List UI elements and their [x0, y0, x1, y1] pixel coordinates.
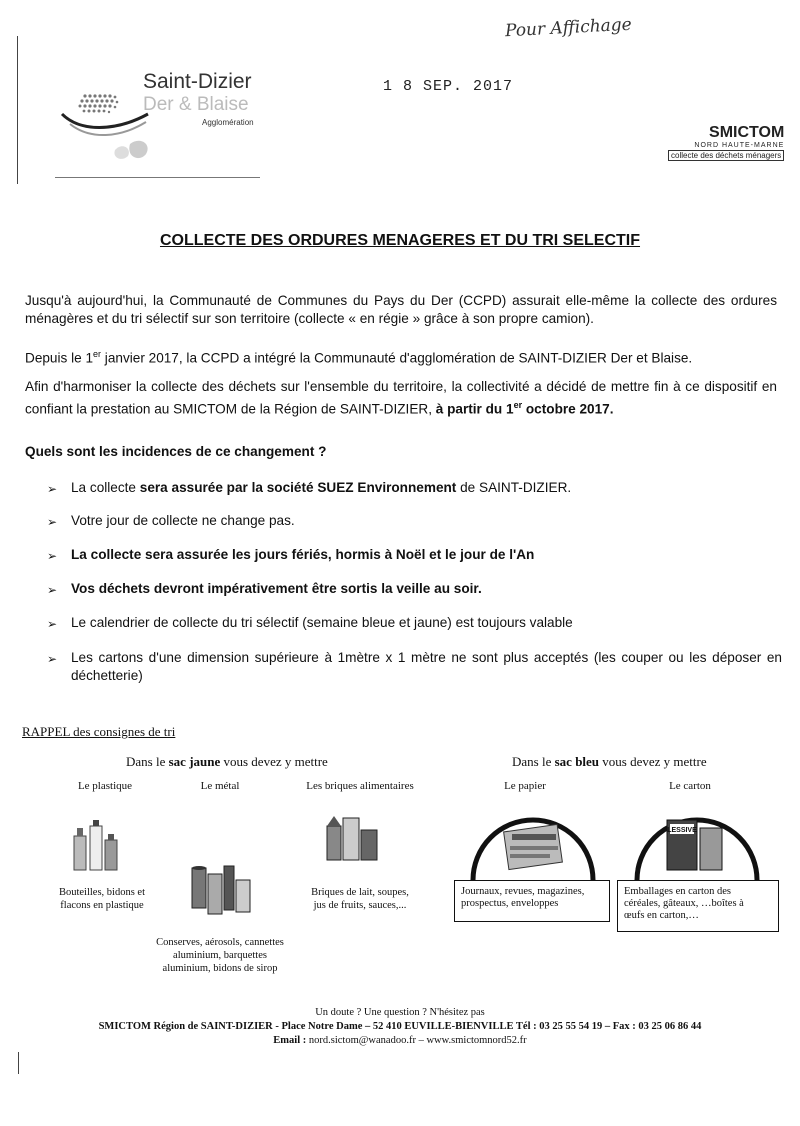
saint-dizier-logo	[55, 62, 260, 178]
carton-label: Le carton	[669, 780, 711, 792]
margin-line	[17, 36, 18, 184]
lessive-box-text: LESSIVE	[667, 827, 697, 834]
margin-line	[18, 1052, 19, 1074]
list-item: ➢ Votre jour de collecte ne change pas.	[47, 513, 295, 529]
metal-description: Conserves, aérosols, cannettes aluminium, barquettes aluminium, bidons de sirop	[156, 937, 284, 974]
footer-contact: Email : nord.sictom@wanadoo.fr – www.smictomnord52.fr	[273, 1035, 527, 1046]
logo-title: Saint-Dizier	[143, 70, 252, 93]
sac-jaune-heading: Dans le sac jaune vous devez y mettre	[126, 754, 328, 769]
paragraph-harmonisation: Afin d'harmoniser la collecte des déchets sur l'ensemble du territoire, la collectivité a décidé de mettre fin à ce dispositif en confiant la prestation au SMICTOM de la Région de SAINT-DIZIER, à partir du 1er octobre 2017.	[25, 379, 777, 417]
arrow-bullet-icon: ➢	[47, 549, 58, 563]
carton-description: Emballages en carton des céréales, gâteaux, …boîtes à œufs en carton,…	[617, 880, 779, 932]
plastique-label: Le plastique	[77, 780, 133, 792]
list-item: ➢ La collecte sera assurée par la société SUEZ Environnement de SAINT-DIZIER.	[47, 480, 572, 496]
footer-address: SMICTOM Région de SAINT-DIZIER - Place Notre Dame – 52 410 EUVILLE-BIENVILLE Tél : 03 25 55 54 19 – Fax : 03 25 06 86 44	[98, 1021, 702, 1032]
smictom-name: SMICTOM	[709, 124, 785, 141]
arrow-bullet-icon: ➢	[47, 515, 58, 529]
email-link[interactable]: nord.sictom@wanadoo.fr	[308, 1035, 416, 1046]
arrow-bullet-icon: ➢	[47, 617, 58, 631]
date-stamp: 1 8 SEP. 2017	[383, 78, 514, 95]
briques-label: Les briques alimentaires	[306, 780, 414, 792]
smictom-region: NORD HAUTE-MARNE	[694, 142, 785, 149]
logo-subtitle: Der & Blaise	[143, 94, 249, 115]
paragraph-ccpd: Depuis le 1er janvier 2017, la CCPD a intégré la Communauté d'agglomération de SAINT-DIZIER Der et Blaise.	[25, 349, 693, 366]
intro-paragraph: Jusqu'à aujourd'hui, la Communauté de Communes du Pays du Der (CCPD) assurait elle-même la collecte des ordures ménagères et du tri sélectif sur son territoire (collecte « en régie » grâce à son propre camion).	[25, 293, 777, 326]
page-title: COLLECTE DES ORDURES MENAGERES ET DU TRI SELECTIF	[159, 232, 641, 249]
handwritten-note: Pour Affichage	[504, 14, 633, 42]
sac-bleu-heading: Dans le sac bleu vous devez y mettre	[512, 754, 707, 769]
question-heading: Quels sont les incidences de ce changement ?	[25, 444, 327, 459]
papier-label: Le papier	[504, 780, 546, 792]
milk-cartons-icon	[325, 812, 381, 864]
list-item: ➢ Le calendrier de collecte du tri sélectif (semaine bleue et jaune) est toujours valable	[47, 615, 573, 631]
logo-tagline: Agglomération	[202, 118, 254, 127]
footer-help: Un doute ? Une question ? N'hésitez pas	[315, 1007, 485, 1018]
smictom-tagline: collecte des déchets ménagers	[668, 150, 784, 161]
rappel-heading: RAPPEL des consignes de tri	[22, 724, 176, 739]
list-item: ➢ Vos déchets devront impérativement être sortis la veille au soir.	[47, 581, 482, 597]
metal-label: Le métal	[200, 780, 240, 792]
list-item: ➢ La collecte sera assurée les jours fériés, hormis à Noël et le jour de l'An	[47, 547, 535, 563]
papier-description: Journaux, revues, magazines, prospectus, enveloppes	[454, 880, 610, 922]
plastic-bottles-icon	[70, 818, 120, 874]
plastique-description: Bouteilles, bidons et flacons en plastique	[58, 887, 146, 911]
smictom-logo	[668, 124, 784, 161]
list-item: ➢ Les cartons d'une dimension supérieure à 1mètre x 1 mètre ne sont plus acceptés (les couper ou les déposer en déchetterie)	[47, 650, 782, 683]
logo-leaf-icon	[60, 84, 150, 174]
arrow-bullet-icon: ➢	[47, 583, 58, 597]
arrow-bullet-icon: ➢	[47, 652, 58, 666]
metal-cans-icon	[190, 862, 252, 918]
arrow-bullet-icon: ➢	[47, 482, 58, 496]
briques-description: Briques de lait, soupes, jus de fruits, sauces,...	[311, 887, 409, 911]
